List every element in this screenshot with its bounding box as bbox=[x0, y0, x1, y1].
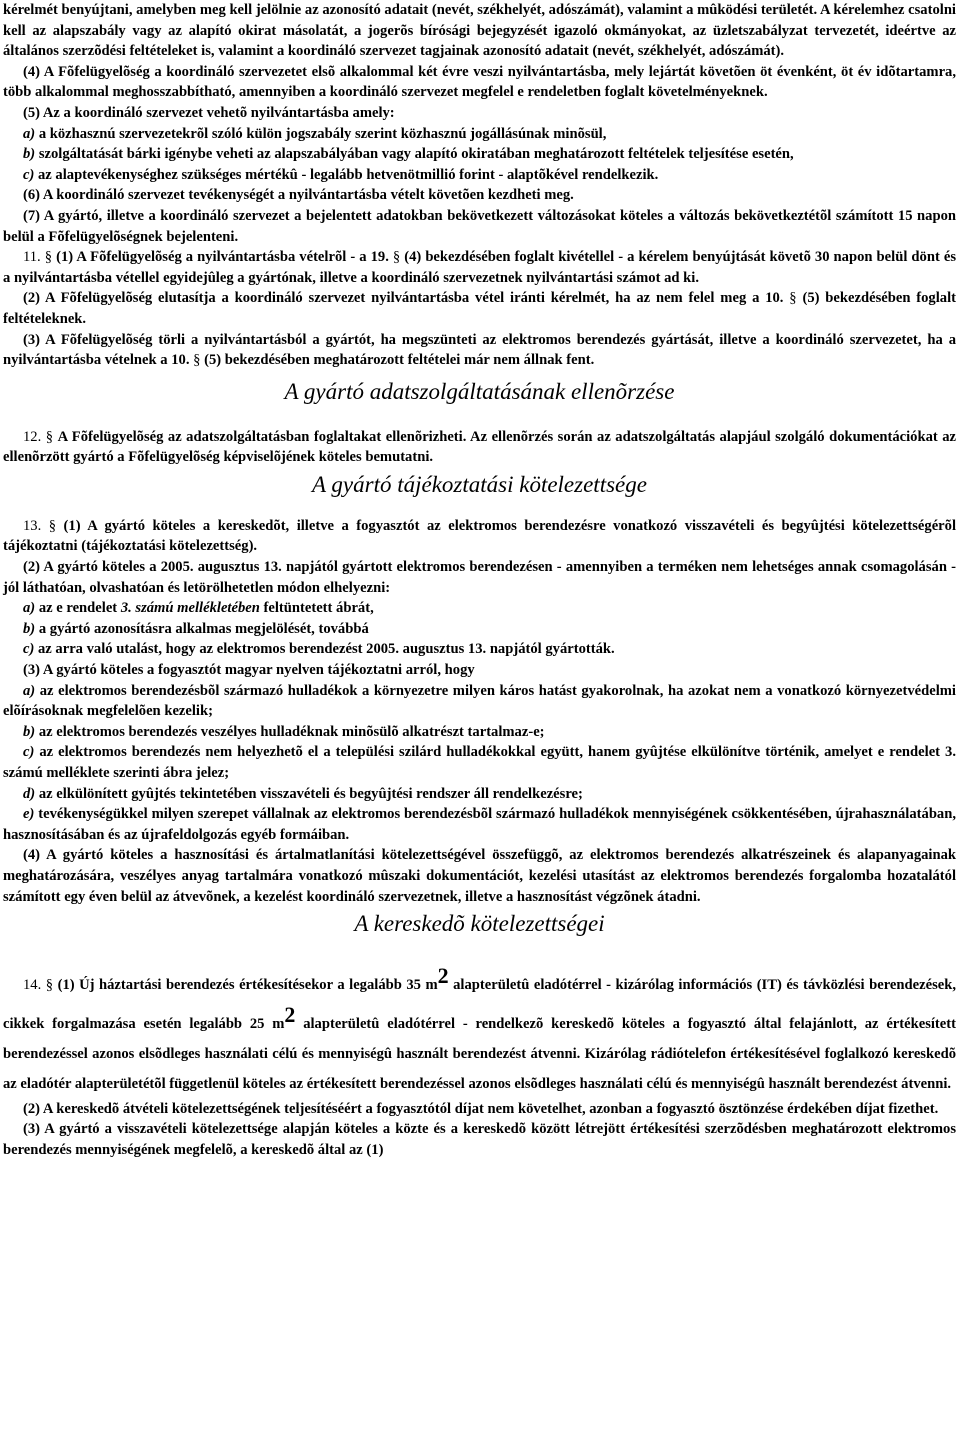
section-11-paragraph-3 bbox=[3, 330, 956, 371]
section-heading-information-duty: A gyártó tájékoztatási kötelezettsége bbox=[312, 471, 647, 497]
list-item-e bbox=[3, 804, 956, 845]
section-12 bbox=[3, 427, 956, 468]
paragraph-10-4: (4) A Fõfelügyelõség a koordináló szervezetet elsõ alkalommal két évre veszi nyilvántartásba, mely lejártát követõen öt évenként, öt év idõtartamra, több alkalommal meghosszabbítható, amennyiben a koordináló szervezet megfelel e rendeletben foglalt követelményeknek. bbox=[3, 63, 956, 101]
paragraph-text: alapterületû eladótérrel - kizárólag információs (IT) és távközlési berendezések, cikkek forgalmazása esetén legalább 25 m bbox=[3, 977, 956, 1032]
section-14-paragraph-3: (3) A gyártó a visszavételi kötelezettsége alapján köteles a közte és a kereskedõ között létrejött értékesítési szerzõdésben meghatározott elektromos berendezés mennyiségének megfelelõ, a kereskedõ által az (1) bbox=[3, 1121, 956, 1159]
section-sign: § bbox=[41, 428, 58, 445]
item-label: c) bbox=[23, 166, 35, 183]
section-number: 11. bbox=[23, 249, 41, 266]
list-item-a bbox=[3, 681, 956, 722]
item-label: a) bbox=[23, 125, 36, 142]
list-item-c bbox=[3, 742, 956, 783]
paragraph-10-6: (6) A koordináló szervezet tevékenységét a nyilvántartásba vételt követõen kezdheti meg. bbox=[23, 187, 574, 204]
item-text: az elektromos berendezés veszélyes hulladéknak minõsülõ alkatrészt tartalmaz-e; bbox=[35, 723, 545, 740]
item-label: b) bbox=[23, 723, 36, 740]
section-13-paragraph-2: (2) A gyártó köteles a 2005. augusztus 13. napjától gyártott elektromos berendezésen - amennyiben a terméken nem lehetséges annak csomagolásán - jól láthatóan, olvashatóan és letörölhetetlen módon elhelyezni: bbox=[3, 559, 956, 596]
paragraph-text: (3) A Fõfelügyelõség törli a nyilvántartásból a gyártót, ha megszünteti az elektromos berendezés gyártását, illetve a koordináló szervezetet, ha a nyilvántartásba vételnek a 10. bbox=[3, 331, 956, 369]
section-sign: § bbox=[41, 517, 64, 534]
annex-reference: 3. számú mellékletében bbox=[120, 600, 260, 617]
item-text: feltüntetett ábrát, bbox=[259, 600, 374, 617]
item-label: a) bbox=[23, 682, 36, 699]
section-sign: § bbox=[41, 977, 58, 994]
superscript-two: 2 bbox=[437, 963, 449, 989]
section-14-paragraph-1 bbox=[3, 961, 956, 1099]
item-text: az arra való utalást, hogy az elektromos berendezést 2005. augusztus 13. napjától gyártották. bbox=[34, 641, 615, 658]
item-text: a közhasznú szervezetekrõl szóló külön jogszabály szerint közhasznú jogállásúnak minõsül, bbox=[35, 125, 607, 142]
superscript-two: 2 bbox=[284, 1002, 296, 1028]
item-label: a) bbox=[23, 600, 36, 617]
section-number: 13. bbox=[23, 517, 42, 534]
list-item-a bbox=[3, 598, 956, 619]
section-sign: § bbox=[783, 290, 803, 307]
section-13-paragraph-4: (4) A gyártó köteles a hasznosítási és ártalmatlanítási kötelezettségével összefüggõ, az elektromos berendezés alkatrészeinek és alapanyagainak meghatározására, veszélyes anyag tartalmára vonatkozó mûszaki dokumentációt, kezelési utasítást az elektromos berendezés forgalomba hozatalától számított egy éven belül az átvevõnek, a kezelést koordináló szervezetnek, illetve a hasznosítást végzõnek átadni. bbox=[3, 847, 956, 905]
paragraph-text: alapterületû eladótérrel - rendelkezõ kereskedõ köteles a fogyasztó által felajánlott, az értékesített berendezéssel azonos elsõdleges használati célú és mennyiségû használt berendezést átvenni. Kizárólag rádiótelefon értékesítésével foglalkozó kereskedõ az eladótér alapterületétõl függetlenül köteles az értékesített berendezéssel azonos elsõdleges használati célú és mennyiségû használt berendezést átvenni. bbox=[3, 1015, 956, 1092]
section-14-paragraph-2: (2) A kereskedõ átvételi kötelezettségének teljesítéséért a fogyasztótól díjat nem követelhet, azonban a fogyasztó ösztönzése érdekében díjat fizethet. bbox=[23, 1100, 939, 1117]
paragraph-text: (2) A Fõfelügyelõség elutasítja a koordináló szervezet nyilvántartásba vétel iránti kérelmét, ha az nem felel meg a 10. bbox=[23, 290, 784, 307]
paragraph-10-7: (7) A gyártó, illetve a koordináló szervezet a bejelentett adatokban bekövetkezett változásokat köteles a változás bekövetkeztétõl számított 15 napon belül a Fõfelügyelõségnek bejelenteni. bbox=[3, 207, 956, 245]
item-label: b) bbox=[23, 620, 36, 637]
paragraph-10-5: (5) Az a koordináló szervezet vehetõ nyilvántartásba amely: bbox=[23, 104, 395, 121]
list-item-b bbox=[3, 722, 956, 743]
section-heading-inspection: A gyártó adatszolgáltatásának ellenõrzése bbox=[284, 378, 675, 404]
item-label: d) bbox=[23, 785, 36, 802]
section-11-paragraph-2 bbox=[3, 288, 956, 329]
section-13-paragraph-3: (3) A gyártó köteles a fogyasztót magyar nyelven tájékoztatni arról, hogy bbox=[23, 662, 475, 679]
paragraph-intro: kérelmét benyújtani, amelyben meg kell jelölnie az azonosító adatait (nevét, székhelyét, adószámát), valamint a mûködési területét. A kérelemhez csatolni kell az alapszabály vagy az alapító okirat másolatát, a jogerõs bírósági bejegyzését igazoló okmányokat, az üzletszabályzat tervezetét, ideértve az általános szerzõdési feltételeket is, valamint a koordináló szervezet tagjainak azonosító adatait (nevét, székhelyét, adószámát). bbox=[3, 2, 956, 60]
item-text: az alaptevékenységhez szükséges mértékû - legalább hetvenötmillió forint - alaptõkével rendelkezik. bbox=[34, 166, 659, 183]
list-item-b bbox=[3, 144, 956, 165]
section-number: 14. bbox=[23, 977, 42, 994]
paragraph-text: (1) Új háztartási berendezés értékesítésekor a legalább 35 m bbox=[57, 977, 438, 994]
section-11-paragraph-1 bbox=[3, 247, 956, 288]
item-text: a gyártó azonosításra alkalmas megjelölését, továbbá bbox=[35, 620, 369, 637]
paragraph-text: (1) A Fõfelügyelõség a nyilvántartásba vételrõl - a 19. bbox=[56, 249, 389, 266]
section-sign: § bbox=[189, 352, 205, 369]
section-sign: § bbox=[40, 249, 57, 266]
section-heading-retailer-duties: A kereskedõ kötelezettségei bbox=[354, 911, 605, 937]
item-text: tevékenységükkel milyen szerepet vállalnak az elektromos berendezésbõl származó hulladékok mennyiségének csökkentésében, újrahasználatában, hasznosításában és az újrafeldolgozás egyéb formáiban. bbox=[3, 806, 956, 843]
item-text: az elkülönített gyûjtés tekintetében visszavételi és begyûjtési rendszer áll rendelkezésre; bbox=[35, 785, 583, 802]
item-text: az e rendelet bbox=[35, 600, 121, 617]
paragraph-text: (1) A gyártó köteles a kereskedõt, illetve a fogyasztót az elektromos berendezésre vonatkozó visszavételi és begyûjtési kötelezettségérõl tájékoztatni (tájékoztatási kötelezettség). bbox=[3, 517, 956, 555]
item-text: az elektromos berendezésbõl származó hulladékok a környezetre milyen káros hatást gyakorolnak, ha azokat nem a vonatkozó környezetvédelmi elõírásoknak megfelelõen kezelik; bbox=[3, 682, 956, 720]
list-item-d bbox=[3, 784, 956, 805]
item-text: az elektromos berendezés nem helyezhetõ el a települési szilárd hulladékokkal együtt, hanem gyûjtése elkülönítve történik, amelyet e rendelet 3. számú melléklete szerinti ábra jelez; bbox=[3, 744, 956, 781]
item-text: szolgáltatását bárki igénybe veheti az alapszabályában vagy alapító okiratában meghatározott feltételek teljesítése esetén, bbox=[35, 146, 794, 163]
paragraph-text: (4) bekezdésében foglalt kivétellel - a kérelem benyújtását követõ 30 napon belül dönt és a nyilvántartásba vétellel egyidejûleg a gyártónak, illetve a koordináló szervezetnek nyilvántartási számot ad ki. bbox=[3, 249, 957, 286]
paragraph-text: (5) bekezdésében meghatározott feltételei már nem állnak fent. bbox=[204, 352, 595, 369]
section-number: 12. bbox=[23, 428, 42, 445]
paragraph-text: (5) bekezdésében foglalt feltételeknek. bbox=[3, 290, 956, 327]
list-item-b bbox=[3, 619, 956, 640]
list-item-c bbox=[3, 165, 956, 186]
item-label: c) bbox=[23, 641, 35, 658]
list-item-a bbox=[3, 124, 956, 145]
item-label: c) bbox=[23, 744, 35, 761]
item-label: b) bbox=[23, 146, 36, 163]
item-label: e) bbox=[23, 806, 35, 823]
paragraph-text: A Fõfelügyelõség az adatszolgáltatásban foglaltakat ellenõrizheti. Az ellenõrzés során az adatszolgáltatás alapjául szolgáló dokumentációkat az ellenõrzött gyártó a Fõfelügyelõség képviselõjének köteles bemutatni. bbox=[3, 428, 957, 466]
list-item-c bbox=[3, 639, 956, 660]
section-sign: § bbox=[388, 249, 405, 266]
section-13-paragraph-1 bbox=[3, 516, 956, 557]
